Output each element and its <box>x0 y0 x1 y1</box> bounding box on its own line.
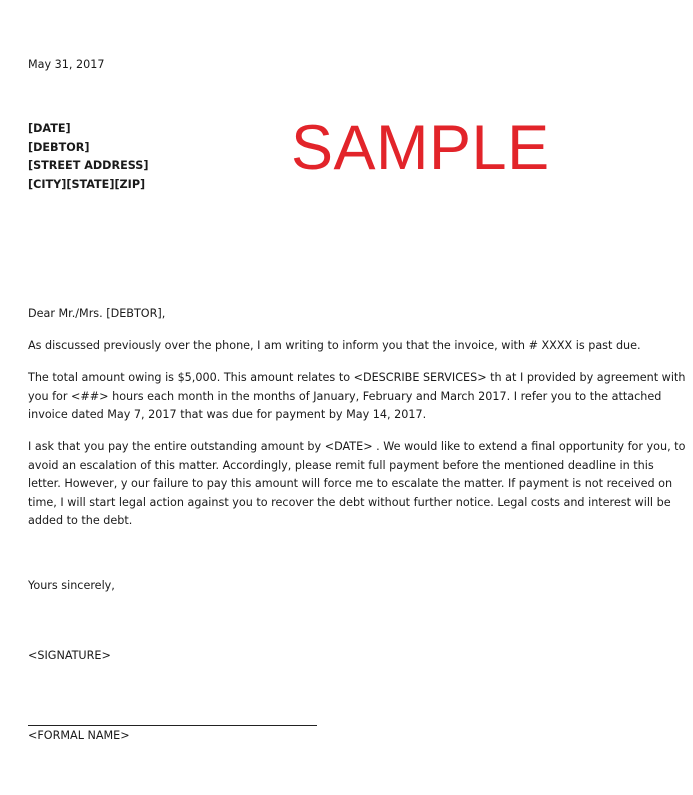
paragraph-line: I ask that you pay the entire outstanding amount by <DATE> . We would like to extend a final opportunity for you, to <box>28 440 686 453</box>
recipient-debtor-field: [DEBTOR] <box>28 140 90 154</box>
paragraph-line: letter. However, y our failure to pay this amount will force me to escalate the matter. If payment is not received on <box>28 477 673 491</box>
paragraph-invoice-past-due <box>28 337 658 356</box>
paragraph-line: added to the debt. <box>28 514 133 528</box>
paragraph-payment-request <box>28 438 686 531</box>
paragraph-line: invoice dated May 7, 2017 that was due for payment by May 14, 2017. <box>28 408 427 422</box>
paragraph-line: As discussed previously over the phone, I am writing to inform you that the invoice, with # XXXX is past due. <box>28 339 641 352</box>
paragraph-line: you for <##> hours each month in the months of January, February and March 2017. I refer you to the attached <box>28 389 662 403</box>
recipient-street-field: [STREET ADDRESS] <box>28 159 149 172</box>
paragraph-line: The total amount owing is $5,000. This amount relates to <DESCRIBE SERVICES> th at I provided by agreement with <box>28 371 686 384</box>
paragraph-line: avoid an escalation of this matter. Accordingly, please remit full payment before the mentioned deadline in this <box>28 458 654 472</box>
sample-watermark: SAMPLE <box>291 113 550 183</box>
salutation: Dear Mr./Mrs. [DEBTOR], <box>28 307 166 320</box>
paragraph-line: time, I will start legal action against you to recover the debt without further notice. Legal costs and interest will be <box>28 495 671 509</box>
recipient-address-block <box>28 120 148 194</box>
letter-date: May 31, 2017 <box>28 58 105 71</box>
recipient-date-field: [DATE] <box>28 122 71 135</box>
signature-placeholder: <SIGNATURE> <box>28 649 111 662</box>
signature-line <box>28 725 317 726</box>
formal-name-placeholder: <FORMAL NAME> <box>28 729 130 742</box>
recipient-city-field: [CITY][STATE][ZIP] <box>28 177 146 191</box>
closing: Yours sincerely, <box>28 579 115 592</box>
paragraph-amount-owing <box>28 369 686 425</box>
